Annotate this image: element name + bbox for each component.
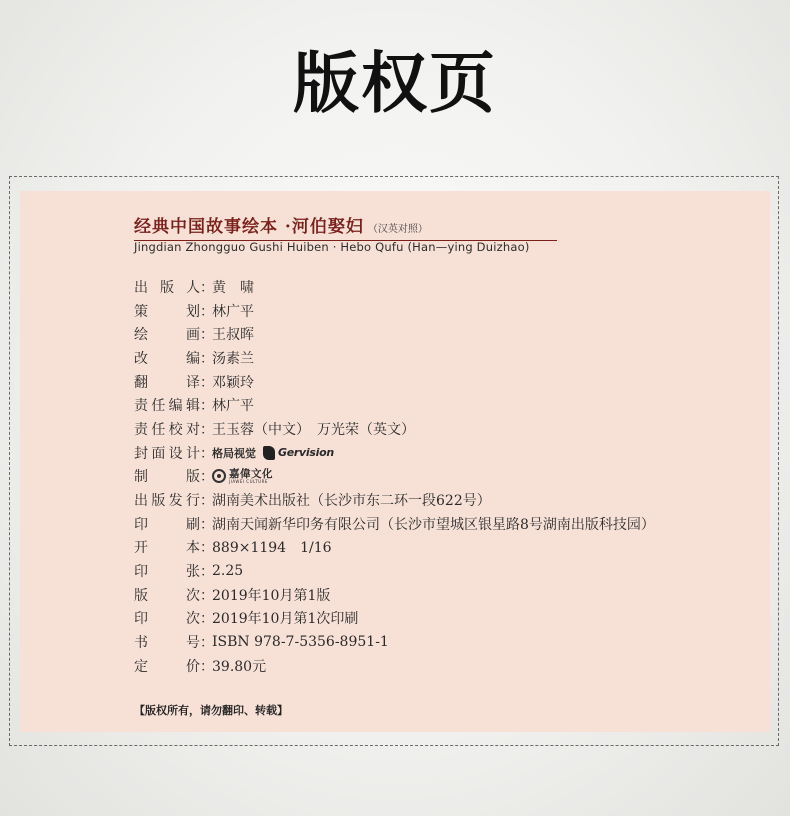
credit-label-char: 印: [134, 516, 148, 533]
jiawei-logo-en: JIAWEI CULTURE: [229, 479, 268, 485]
credit-label-char: 本: [186, 540, 200, 557]
credit-label-char: 出: [134, 279, 148, 296]
credit-label-char: 责: [134, 421, 148, 438]
credit-label: [134, 419, 200, 439]
credit-value: 湖南天闻新华印务有限公司（长沙市望城区银星路8号湖南出版科技园）: [212, 516, 655, 533]
credit-value: 邓颖玲: [212, 374, 254, 391]
credit-label-char: 价: [186, 658, 200, 675]
credit-label-char: 版: [186, 469, 200, 486]
credit-label: [134, 443, 200, 463]
credit-label-char: 翻: [134, 374, 148, 391]
credit-label-char: 责: [134, 398, 148, 415]
gervision-logo: [212, 445, 334, 461]
jiawei-logo-cn: 嘉偉文化: [229, 467, 273, 480]
credit-row: [134, 559, 754, 583]
copyright-notice: 【版权所有，请勿翻印、转载】: [134, 704, 288, 717]
credit-label: [134, 561, 200, 581]
credit-colon: ：: [200, 516, 214, 533]
credit-value: 39.80元: [212, 658, 267, 675]
credit-label-char: 任: [151, 398, 166, 415]
credit-label: [134, 490, 200, 510]
credit-row: [134, 536, 754, 560]
credit-label-char: 编: [186, 350, 200, 367]
credit-label-char: 发: [168, 493, 183, 510]
credit-label: [134, 514, 200, 534]
credit-colon: ：: [200, 421, 214, 438]
credit-colon: ：: [200, 564, 214, 581]
credit-label-char: 对: [185, 421, 200, 438]
credit-row: [134, 393, 754, 417]
credit-colon: ：: [200, 398, 214, 415]
credit-label-char: 版: [160, 279, 174, 296]
credit-row: [134, 275, 754, 299]
credit-label-char: 制: [134, 469, 148, 486]
credit-label-char: 定: [134, 658, 148, 675]
credit-label: [134, 324, 200, 344]
credit-colon: ：: [200, 445, 214, 462]
page-heading: 版权页: [293, 45, 497, 122]
credit-row: [134, 488, 754, 512]
credit-row: [134, 654, 754, 678]
credit-value: 王玉蓉（中文） 万光荣（英文）: [212, 421, 415, 438]
credit-label: [134, 656, 200, 676]
credit-value: 王叔晖: [212, 327, 254, 344]
credit-colon: ：: [200, 611, 214, 628]
credit-row: [134, 630, 754, 654]
credit-label-char: 出: [134, 493, 148, 510]
credit-colon: ：: [200, 635, 214, 652]
book-title: 经典中国故事绘本 ·河伯娶妇: [134, 217, 364, 237]
book-pinyin: Jingdian Zhongguo Gushi Huiben · Hebo Qufu (Han—ying Duizhao): [134, 240, 530, 254]
credit-row: [134, 417, 754, 441]
credit-colon: ：: [200, 493, 214, 510]
book-title-line: [134, 212, 557, 241]
credits-list: [134, 275, 754, 678]
credit-label: [134, 608, 200, 628]
credit-label-char: 改: [134, 350, 148, 367]
credit-colon: ：: [200, 279, 214, 296]
credit-value: 2019年10月第1次印刷: [212, 611, 359, 628]
credit-label-char: 编: [168, 398, 183, 415]
jiawei-seal-icon: [212, 469, 226, 483]
credit-label-char: 划: [186, 303, 200, 320]
credit-label-char: 次: [186, 611, 200, 628]
credit-label-char: 人: [186, 279, 200, 296]
credit-label: [134, 585, 200, 605]
credit-label: [134, 277, 200, 297]
credit-row: [134, 465, 754, 489]
jiawei-logo: [212, 469, 273, 485]
credit-label-char: 设: [168, 445, 183, 462]
credit-colon: ：: [200, 374, 214, 391]
credit-label: [134, 372, 200, 392]
credit-label-char: 封: [134, 445, 148, 462]
credit-label-char: 任: [151, 421, 166, 438]
credit-label-char: 张: [186, 564, 200, 581]
credit-label-char: 行: [185, 493, 200, 510]
credit-label-char: 印: [134, 611, 148, 628]
credit-value: 2.25: [212, 563, 244, 580]
credit-label: [134, 348, 200, 368]
credit-row: [134, 299, 754, 323]
credit-row: [134, 583, 754, 607]
credit-label-char: 绘: [134, 327, 148, 344]
credit-label-char: 面: [151, 445, 166, 462]
credit-colon: ：: [200, 303, 214, 320]
credit-row: [134, 512, 754, 536]
credit-colon: ：: [200, 540, 214, 557]
credit-value: 2019年10月第1版: [212, 587, 331, 604]
gervision-logo-cn: 格局视觉: [212, 446, 256, 460]
book-subtitle: （汉英对照）: [367, 224, 428, 235]
credit-value: ISBN 978-7-5356-8951-1: [212, 634, 389, 651]
credit-label-char: 印: [134, 564, 148, 581]
credit-value: 林广平: [212, 398, 254, 415]
gervision-logo-icon: [263, 446, 275, 460]
credit-label-char: 次: [186, 587, 200, 604]
credit-label-char: 版: [134, 587, 148, 604]
credit-label: [134, 301, 200, 321]
credit-row: [134, 607, 754, 631]
credit-label: [134, 537, 200, 557]
credit-label-char: 书: [134, 635, 148, 652]
credit-colon: ：: [200, 350, 214, 367]
credit-label: [134, 395, 200, 415]
credit-colon: ：: [200, 469, 214, 486]
credit-label-char: 开: [134, 540, 148, 557]
credit-label-char: 译: [186, 374, 200, 391]
credit-label-char: 计: [185, 445, 200, 462]
credit-label-char: 刷: [186, 516, 200, 533]
credit-label: [134, 466, 200, 486]
credit-row: [134, 441, 754, 465]
jiawei-logo-text: [229, 469, 273, 485]
credit-row: [134, 370, 754, 394]
credit-label-char: 号: [186, 635, 200, 652]
credit-label-char: 校: [168, 421, 183, 438]
credit-colon: ：: [200, 587, 214, 604]
credit-value: 889×1194 1/16: [212, 540, 332, 557]
credit-value: 黄 啸: [212, 279, 254, 296]
credit-colon: ：: [200, 327, 214, 344]
credit-label: [134, 632, 200, 652]
credit-label-char: 画: [186, 327, 200, 344]
credit-value: 湖南美术出版社（长沙市东二环一段622号）: [212, 493, 491, 510]
credit-row: [134, 346, 754, 370]
credit-label-char: 策: [134, 303, 148, 320]
credit-value: 林广平: [212, 303, 254, 320]
credit-value: 汤素兰: [212, 350, 254, 367]
credit-label-char: 辑: [185, 398, 200, 415]
gervision-logo-word: Gervision: [278, 446, 334, 460]
credit-colon: ：: [200, 658, 214, 675]
credit-row: [134, 322, 754, 346]
credit-label-char: 版: [151, 493, 166, 510]
